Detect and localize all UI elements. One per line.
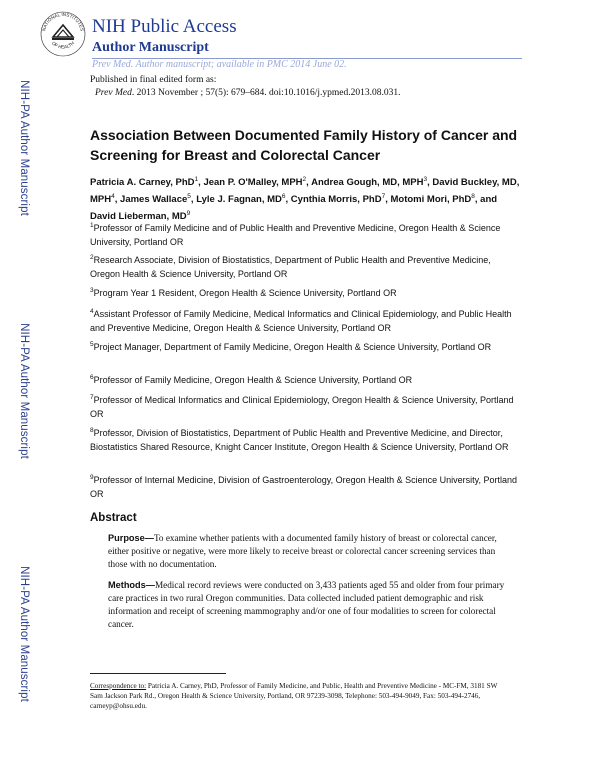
- side-label-bottom: NIH-PA Author Manuscript: [18, 566, 30, 702]
- article-title: Association Between Documented Family History of Cancer and Screening for Breast and Colorectal Cancer: [90, 127, 518, 163]
- affiliation-text: Professor of Family Medicine and of Public Health and Preventive Medicine, Oregon Health & Science University, Portland OR: [90, 223, 501, 247]
- footnote-divider: [90, 673, 226, 674]
- author-name: Lyle J. Fagnan, MD: [196, 194, 282, 206]
- author-name: David Buckley, MD, MPH: [90, 177, 520, 206]
- affiliation-item: [90, 424, 520, 454]
- availability-note: Prev Med. Author manuscript; available in PMC 2014 June 02.: [92, 59, 347, 70]
- author-manuscript-label: Author Manuscript: [92, 40, 209, 55]
- affiliation-marker: 7: [90, 394, 94, 401]
- author-affiliation-marker: 2: [302, 176, 307, 183]
- affiliation-item: [90, 219, 520, 249]
- author-affiliation-marker: 4: [111, 193, 115, 201]
- author-affiliation-marker: 9: [186, 210, 191, 218]
- side-label-middle: NIH-PA Author Manuscript: [18, 323, 30, 459]
- correspondence-label: Correspondence to:: [90, 682, 147, 690]
- citation: [95, 88, 400, 98]
- affiliation-text: Research Associate, Division of Biostatistics, Department of Public Health and Preventive Medicine, Oregon Health & Science University, Portland OR: [90, 255, 491, 279]
- author-affiliation-marker: 6: [281, 193, 286, 201]
- affiliation-marker: 8: [90, 427, 94, 434]
- correspondence-text: Patricia A. Carney, PhD, Professor of Family Medicine, and Public, Health and Preventive Medicine - MC-FM, 3181 SW Sam Jackson Park Rd., Oregon Health & Science University, Portland, OR 97239-3098, Telephone: 503-494-9049, Fax: 503-494-2746, carneyp@ohsu.edu.: [90, 682, 498, 710]
- affiliation-item: [90, 371, 520, 388]
- affiliation-text: Professor of Family Medicine, Oregon Health & Science University, Portland OR: [93, 375, 413, 385]
- svg-text:NATIONAL INSTITUTES: [41, 12, 85, 32]
- author-affiliation-marker: 1: [194, 176, 199, 183]
- affiliation-item: [90, 391, 520, 421]
- author-list: Patricia A. Carney, PhD$^1$, Jean P. O'Malley, MPH$^2$, Andrea Gough, MD, MPH$^3$, David Buckley, MD, MPH$^4$, James Wallace$^5$, Lyle J. Fagnan, $MD^6$, Cynthia Morris, PhD$^7$, Motomi Mori, PhD$^8$, and David Lieberman, $MD^9$: [90, 176, 520, 223]
- author-name: Motomi Mori, PhD: [390, 194, 472, 206]
- journal-name: Prev Med: [95, 88, 132, 98]
- affiliation-text: Program Year 1 Resident, Oregon Health & Science University, Portland OR: [93, 288, 397, 298]
- affiliation-text: Project Manager, Department of Family Medicine, Oregon Health & Science University, Portland OR: [93, 342, 492, 352]
- abstract-purpose: [108, 532, 514, 571]
- author-name: Patricia A. Carney, PhD: [90, 177, 195, 189]
- citation-details: . 2013 November ; 57(5): 679–684. doi:10.1016/j.ypmed.2013.08.031.: [131, 88, 401, 98]
- author-name: David Lieberman, MD: [90, 211, 187, 223]
- affiliation-text: Professor of Medical Informatics and Clinical Epidemiology, Oregon Health & Science University, Portland OR: [90, 395, 514, 419]
- abstract-methods: [108, 579, 514, 631]
- side-margin: [0, 0, 44, 776]
- affiliation-text: Professor, Division of Biostatistics, Department of Public Health and Preventive Medicine, and Director, Biostatistics Shared Resource, Knight Cancer Institute, Oregon Health & Science University, Portland OR: [90, 428, 509, 452]
- affiliation-text: Professor of Internal Medicine, Division of Gastroenterology, Oregon Health & Science University, Portland OR: [90, 475, 517, 499]
- author-affiliation-marker: 8: [471, 193, 475, 201]
- purpose-label: Purpose—: [108, 533, 154, 543]
- side-label-top: NIH-PA Author Manuscript: [18, 80, 30, 216]
- affiliation-text: Assistant Professor of Family Medicine, Medical Informatics and Clinical Epidemiology, and Public Health and Preventive Medicine, Oregon Health & Science University, Portland OR: [90, 309, 512, 333]
- author-name: James Wallace: [120, 194, 188, 206]
- nih-public-access-title: NIH Public Access: [92, 16, 237, 37]
- published-note: Published in final edited form as:: [90, 75, 217, 85]
- methods-text: Medical record reviews were conducted on 3,433 patients aged 55 and older from four primary care practices in two rural Oregon communities. Data collected included patient demographic and risk information and receipt of screening mammography and/or one of four modalities to screen for colorectal cancer.: [108, 580, 505, 629]
- abstract-heading: Abstract: [90, 512, 137, 524]
- purpose-text: To examine whether patients with a documented family history of breast or colorectal cancer, either positive or negative, were more likely to receive breast or colorectal cancer screening services than those with no documentation.: [108, 533, 497, 569]
- affiliation-marker: 3: [90, 287, 94, 294]
- affiliation-item: [90, 284, 520, 301]
- affiliation-marker: 2: [90, 254, 94, 261]
- author-name: Cynthia Morris, PhD: [290, 194, 382, 206]
- correspondence-footnote: [90, 681, 510, 711]
- affiliation-marker: 6: [90, 374, 94, 381]
- affiliation-item: [90, 338, 520, 355]
- logo-text-top: NATIONAL INSTITUTES: [41, 11, 85, 32]
- affiliation-item: [90, 471, 520, 501]
- affiliation-marker: 1: [90, 222, 94, 229]
- affiliation-marker: 4: [90, 308, 94, 315]
- affiliation-item: [90, 305, 520, 335]
- affiliation-marker: 5: [90, 341, 94, 348]
- author-name: Jean P. O'Malley, MPH: [203, 177, 303, 189]
- author-affiliation-marker: 3: [423, 176, 428, 183]
- author-name: Andrea Gough, MD, MPH: [311, 177, 424, 189]
- author-affiliation-marker: 5: [187, 193, 191, 201]
- methods-label: Methods—: [108, 580, 155, 590]
- logo-text-bottom: OF HEALTH: [50, 40, 76, 50]
- nih-logo-icon: [38, 4, 88, 64]
- affiliation-marker: 9: [90, 474, 94, 481]
- affiliation-item: [90, 251, 520, 281]
- svg-text:OF HEALTH: [51, 41, 75, 50]
- author-affiliation-marker: 7: [381, 193, 386, 201]
